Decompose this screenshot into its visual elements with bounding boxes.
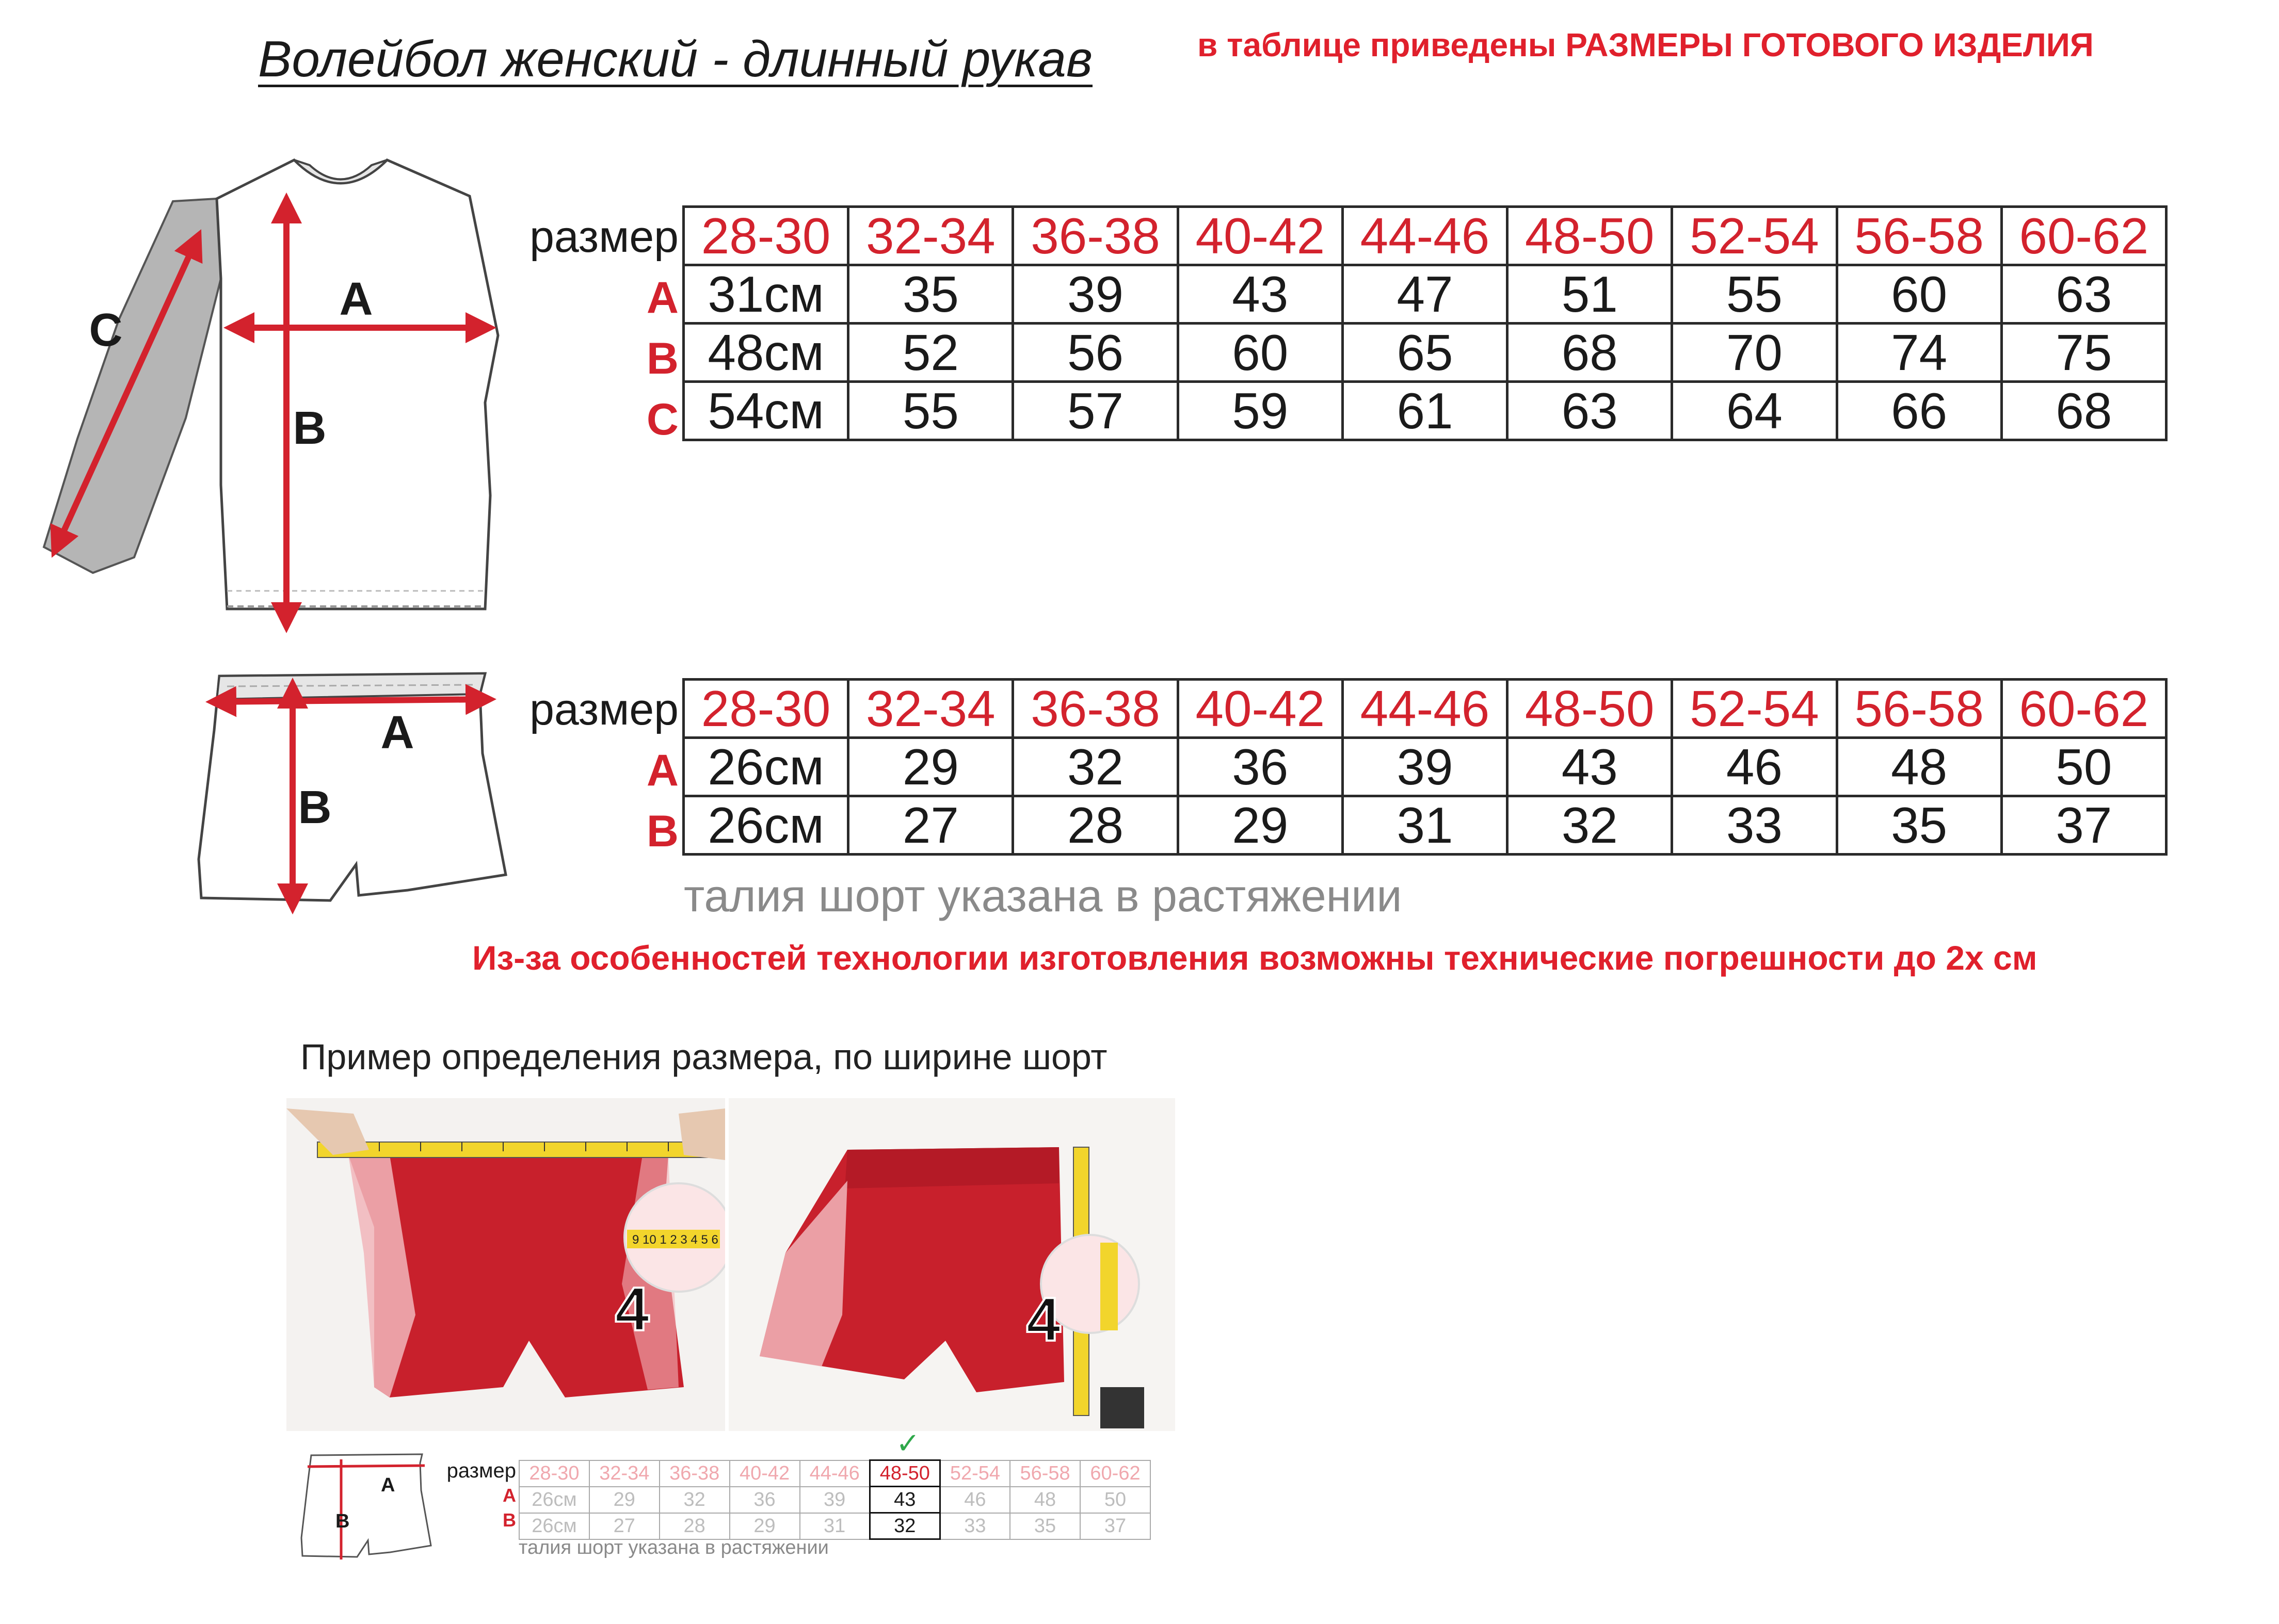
mini-measurement-cell: 32 bbox=[660, 1487, 730, 1513]
dimension-label-c: C bbox=[89, 304, 123, 356]
mini-size-cell: 32-34 bbox=[589, 1460, 660, 1487]
svg-text:B: B bbox=[335, 1510, 350, 1532]
shirt-size-table bbox=[682, 205, 2168, 441]
size-header-cell: 36-38 bbox=[1013, 207, 1178, 265]
mini-shorts-diagram bbox=[298, 1450, 435, 1569]
mini-measurement-cell: 26см bbox=[519, 1487, 589, 1513]
mini-measurement-cell: 35 bbox=[1010, 1513, 1080, 1539]
size-header-cell: 32-34 bbox=[848, 680, 1013, 738]
shorts-row-a bbox=[684, 738, 2166, 796]
measurement-cell: 26см bbox=[684, 796, 848, 855]
measurement-cell: 75 bbox=[2001, 324, 2166, 382]
finished-size-notice: в таблице приведены РАЗМЕРЫ ГОТОВОГО ИЗДЕЛИЯ bbox=[1197, 26, 2094, 63]
measurement-cell: 31 bbox=[1342, 796, 1507, 855]
measurement-cell: 39 bbox=[1013, 265, 1178, 324]
shorts-diagram bbox=[191, 663, 526, 926]
tape-digits: 9 10 1 2 3 4 5 6 bbox=[632, 1233, 718, 1247]
tolerance-note: Из-за особенностей технологии изготовления возможны технические погрешности до 2х см bbox=[472, 939, 2037, 977]
jersey-number: 4 bbox=[615, 1275, 650, 1344]
size-header-cell: 36-38 bbox=[1013, 680, 1178, 738]
size-header-cell: 48-50 bbox=[1507, 207, 1672, 265]
measurement-cell: 63 bbox=[2001, 265, 2166, 324]
shirt-diagram bbox=[31, 150, 526, 655]
mini-row-labels: размер A B bbox=[446, 1459, 516, 1531]
measurement-cell: 68 bbox=[2001, 382, 2166, 440]
size-header-row bbox=[684, 207, 2166, 265]
measurement-cell: 46 bbox=[1672, 738, 1837, 796]
size-header-cell: 60-62 bbox=[2001, 207, 2166, 265]
mini-size-cell: 36-38 bbox=[660, 1460, 730, 1487]
measurement-cell: 47 bbox=[1342, 265, 1507, 324]
mini-size-cell: 48-50 bbox=[870, 1460, 940, 1487]
measurement-cell: 66 bbox=[1837, 382, 2001, 440]
size-header-cell: 48-50 bbox=[1507, 680, 1672, 738]
shorts-row-labels: размер A B bbox=[493, 679, 679, 862]
measurement-cell: 43 bbox=[1507, 738, 1672, 796]
dimension-label-a: A bbox=[380, 707, 414, 759]
mini-measurement-cell: 39 bbox=[800, 1487, 870, 1513]
mini-measurement-cell: 33 bbox=[940, 1513, 1010, 1539]
measurement-cell: 33 bbox=[1672, 796, 1837, 855]
mini-measurement-cell: 31 bbox=[800, 1513, 870, 1539]
size-header-cell: 52-54 bbox=[1672, 680, 1837, 738]
measurement-cell: 37 bbox=[2001, 796, 2166, 855]
shorts-photo-side bbox=[729, 1098, 1175, 1431]
measurement-cell: 32 bbox=[1507, 796, 1672, 855]
size-header-cell: 28-30 bbox=[684, 680, 848, 738]
mini-row-b bbox=[519, 1513, 1150, 1539]
size-header-cell: 56-58 bbox=[1837, 207, 2001, 265]
size-label: размер bbox=[529, 685, 679, 734]
measurement-cell: 29 bbox=[1178, 796, 1342, 855]
measurement-cell: 27 bbox=[848, 796, 1013, 855]
size-header-cell: 52-54 bbox=[1672, 207, 1837, 265]
shorts-size-table bbox=[682, 678, 2168, 856]
measurement-cell: 68 bbox=[1507, 324, 1672, 382]
size-label: размер bbox=[529, 212, 679, 262]
page-title: Волейбол женский - длинный рукав bbox=[258, 30, 1093, 87]
mini-measurement-cell: 27 bbox=[589, 1513, 660, 1539]
mini-header-row bbox=[519, 1460, 1150, 1487]
measurement-cell: 61 bbox=[1342, 382, 1507, 440]
dimension-label-b: B bbox=[293, 403, 327, 454]
shorts-row-b bbox=[684, 796, 2166, 855]
measurement-cell: 56 bbox=[1013, 324, 1178, 382]
shirt-row-b bbox=[684, 324, 2166, 382]
mini-size-cell: 28-30 bbox=[519, 1460, 589, 1487]
shorts-photo-front bbox=[286, 1098, 725, 1431]
measurement-cell: 63 bbox=[1507, 382, 1672, 440]
size-header-cell: 40-42 bbox=[1178, 680, 1342, 738]
measurement-cell: 65 bbox=[1342, 324, 1507, 382]
shirt-body-shape bbox=[217, 160, 498, 609]
mini-measurement-cell: 29 bbox=[730, 1513, 800, 1539]
measurement-cell: 26см bbox=[684, 738, 848, 796]
measurement-cell: 29 bbox=[848, 738, 1013, 796]
size-header-cell: 56-58 bbox=[1837, 680, 2001, 738]
measurement-cell: 64 bbox=[1672, 382, 1837, 440]
size-header-cell: 32-34 bbox=[848, 207, 1013, 265]
mini-size-cell: 40-42 bbox=[730, 1460, 800, 1487]
dimension-label-b: B bbox=[298, 782, 332, 833]
mini-measurement-cell: 29 bbox=[589, 1487, 660, 1513]
size-header-cell: 44-46 bbox=[1342, 207, 1507, 265]
measurement-cell: 51 bbox=[1507, 265, 1672, 324]
measurement-cell: 60 bbox=[1837, 265, 2001, 324]
mini-size-table bbox=[519, 1459, 1151, 1540]
size-header-cell: 28-30 bbox=[684, 207, 848, 265]
mini-size-cell: 44-46 bbox=[800, 1460, 870, 1487]
measurement-cell: 39 bbox=[1342, 738, 1507, 796]
measurement-cell: 55 bbox=[1672, 265, 1837, 324]
measurement-cell: 35 bbox=[1837, 796, 2001, 855]
size-header-cell: 44-46 bbox=[1342, 680, 1507, 738]
mini-measurement-cell: 28 bbox=[660, 1513, 730, 1539]
mini-measurement-cell: 48 bbox=[1010, 1487, 1080, 1513]
measurement-cell: 50 bbox=[2001, 738, 2166, 796]
mini-size-cell: 60-62 bbox=[1080, 1460, 1150, 1487]
mini-measurement-cell: 26см bbox=[519, 1513, 589, 1539]
mini-measurement-cell: 36 bbox=[730, 1487, 800, 1513]
measurement-cell: 48 bbox=[1837, 738, 2001, 796]
measurement-cell: 59 bbox=[1178, 382, 1342, 440]
measurement-cell: 70 bbox=[1672, 324, 1837, 382]
mini-measurement-cell: 46 bbox=[940, 1487, 1010, 1513]
shirt-row-a bbox=[684, 265, 2166, 324]
svg-text:A: A bbox=[381, 1474, 395, 1496]
mini-size-cell: 52-54 bbox=[940, 1460, 1010, 1487]
measurement-cell: 31см bbox=[684, 265, 848, 324]
measurement-cell: 54см bbox=[684, 382, 848, 440]
measurement-cell: 36 bbox=[1178, 738, 1342, 796]
size-header-cell: 60-62 bbox=[2001, 680, 2166, 738]
dimension-label-a: A bbox=[339, 274, 373, 325]
size-header-row bbox=[684, 680, 2166, 738]
shirt-row-c bbox=[684, 382, 2166, 440]
mini-measurement-cell: 32 bbox=[870, 1513, 940, 1539]
example-title: Пример определения размера, по ширине шорт bbox=[300, 1037, 1108, 1077]
mini-measurement-cell: 50 bbox=[1080, 1487, 1150, 1513]
measurement-cell: 28 bbox=[1013, 796, 1178, 855]
measurement-cell: 55 bbox=[848, 382, 1013, 440]
mini-measurement-cell: 43 bbox=[870, 1487, 940, 1513]
shirt-row-labels: размер A B C bbox=[493, 206, 679, 450]
measurement-cell: 57 bbox=[1013, 382, 1178, 440]
measurement-cell: 32 bbox=[1013, 738, 1178, 796]
jersey-number: 4 bbox=[1026, 1285, 1061, 1354]
measurement-cell: 43 bbox=[1178, 265, 1342, 324]
measurement-cell: 52 bbox=[848, 324, 1013, 382]
check-mark-icon: ✓ bbox=[896, 1427, 920, 1459]
measurement-cell: 74 bbox=[1837, 324, 2001, 382]
mini-size-cell: 56-58 bbox=[1010, 1460, 1080, 1487]
measurement-cell: 35 bbox=[848, 265, 1013, 324]
mini-measurement-cell: 37 bbox=[1080, 1513, 1150, 1539]
measurement-cell: 48см bbox=[684, 324, 848, 382]
size-header-cell: 40-42 bbox=[1178, 207, 1342, 265]
measurement-cell: 60 bbox=[1178, 324, 1342, 382]
shorts-shape bbox=[199, 673, 506, 901]
mini-stretch-note: талия шорт указана в растяжении bbox=[519, 1537, 829, 1558]
shorts-stretch-note: талия шорт указана в растяжении bbox=[684, 870, 1402, 921]
mini-row-a bbox=[519, 1487, 1150, 1513]
